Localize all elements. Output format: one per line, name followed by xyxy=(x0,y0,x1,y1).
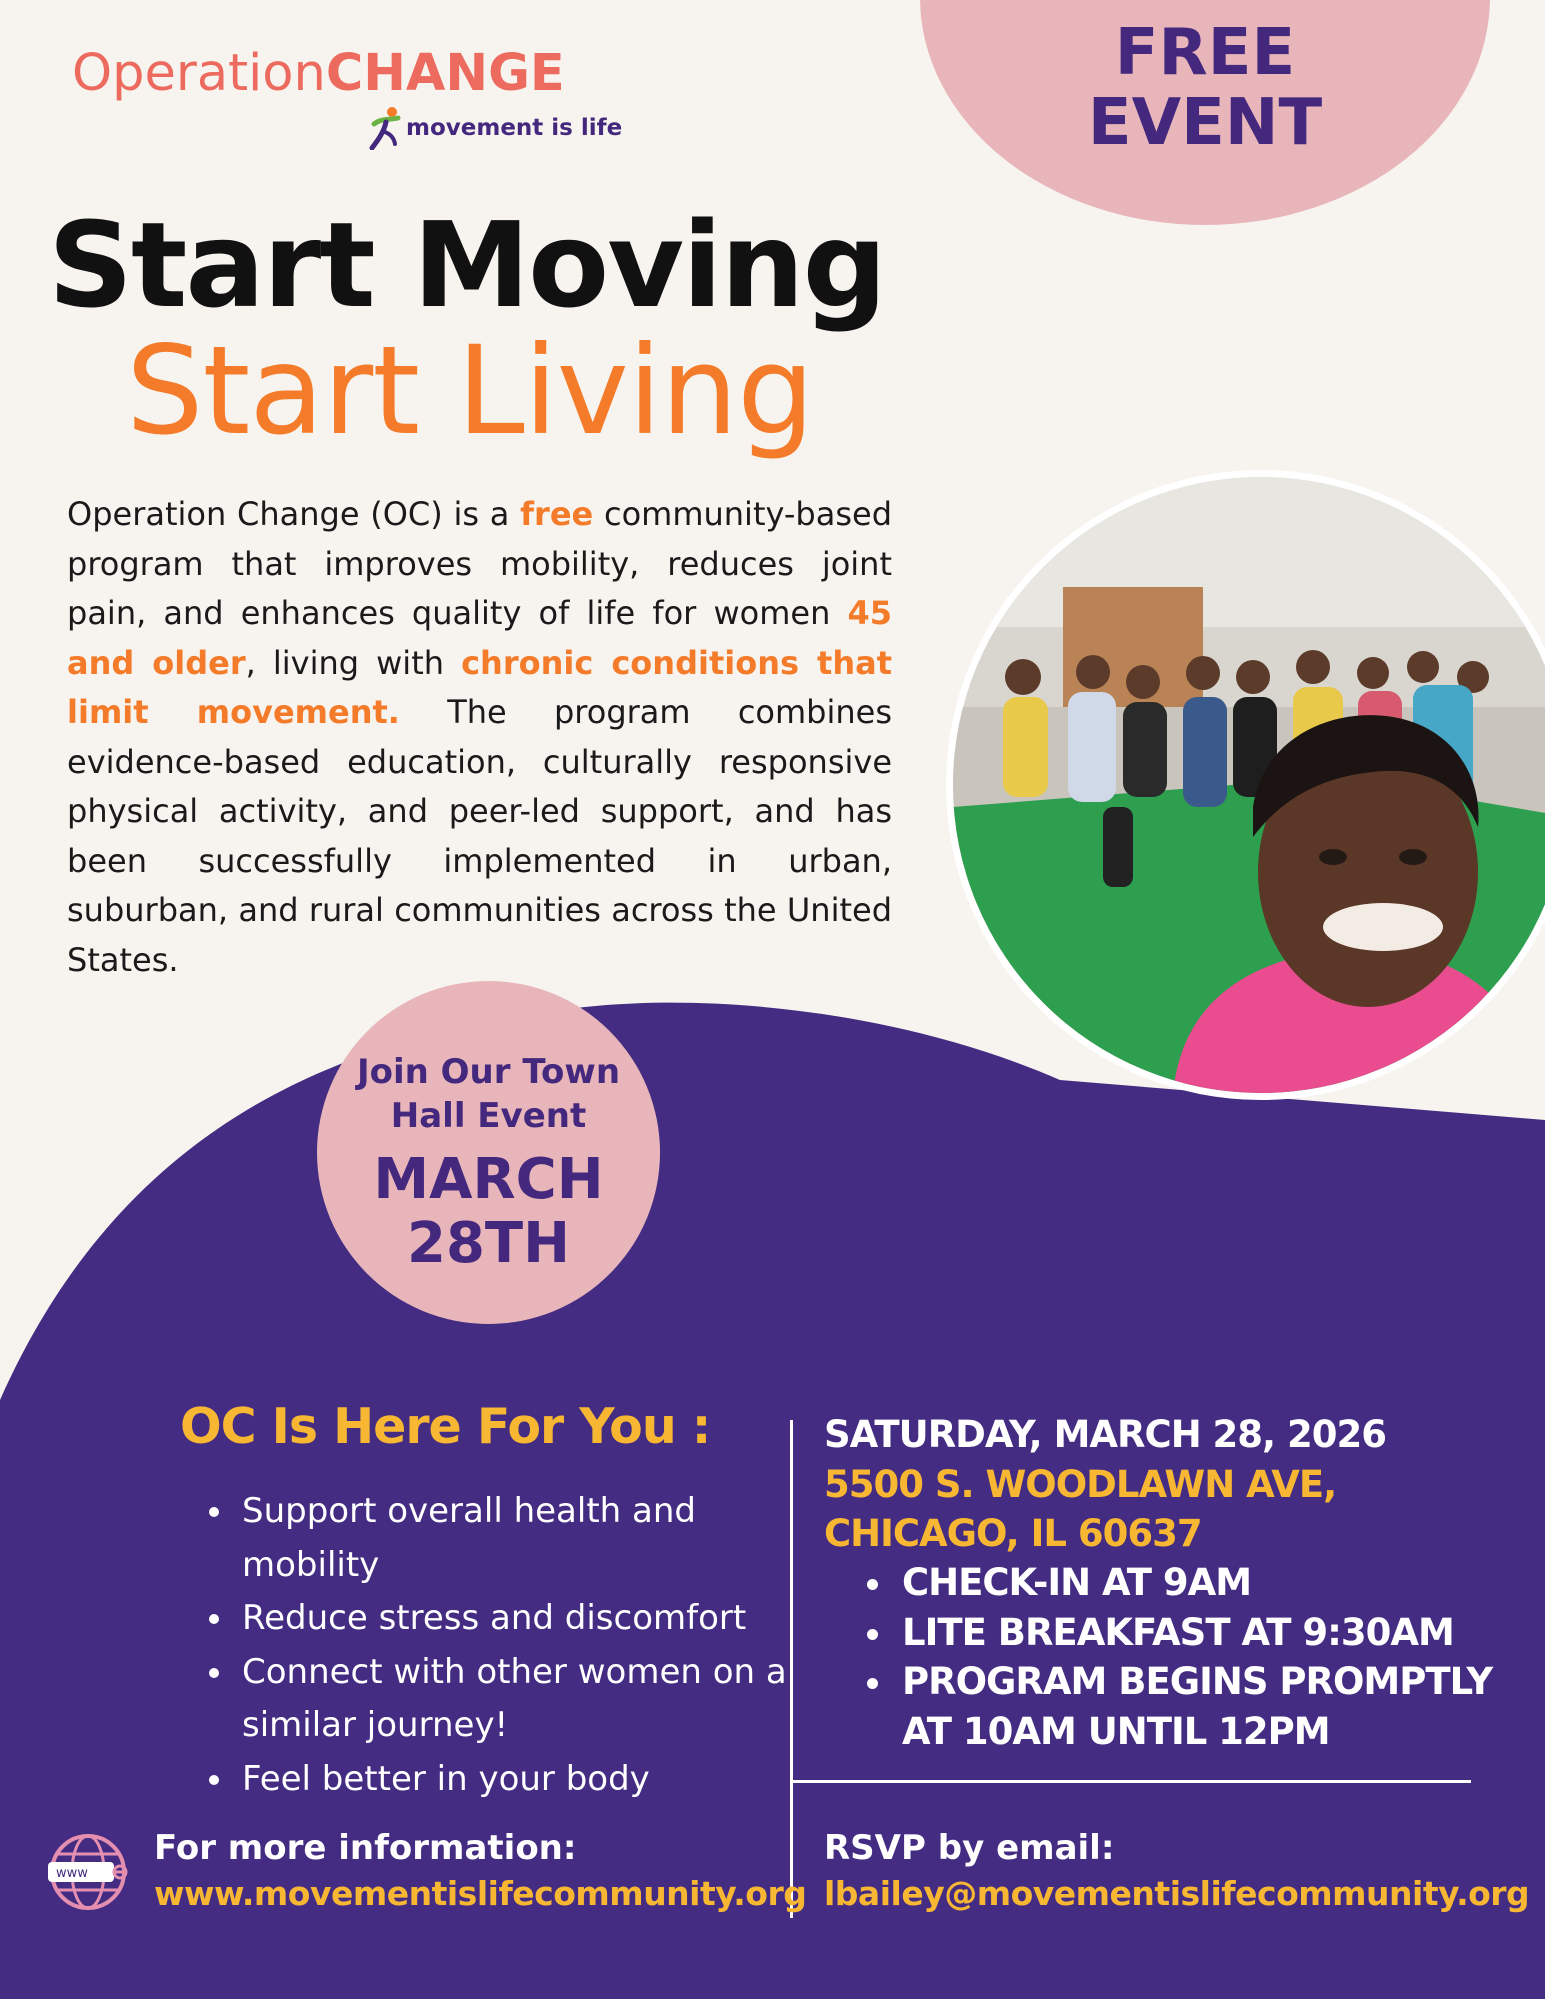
schedule-item: • CHECK-IN AT 9AM xyxy=(896,1558,1524,1608)
intro-highlight-age: 45 and older xyxy=(67,594,892,682)
horizontal-divider xyxy=(793,1780,1471,1783)
website-link[interactable]: www.movementislifecommunity.org xyxy=(154,1874,807,1913)
free-event-line2: EVENT xyxy=(1087,86,1323,160)
operation-change-logo xyxy=(72,44,623,141)
benefit-item: • Reduce stress and discomfort xyxy=(236,1592,816,1646)
intro-highlight-conditions: chronic conditions that limit movement. xyxy=(67,643,893,731)
running-figure-icon xyxy=(368,106,402,150)
intro-highlight-free: free xyxy=(520,495,594,533)
group-photo-image xyxy=(953,477,1545,1093)
benefits-title: OC Is Here For You : xyxy=(180,1398,711,1455)
rsvp-label: RSVP by email: xyxy=(824,1828,1115,1868)
intro-text-1: Operation Change (OC) is a xyxy=(67,495,521,533)
schedule-item: • LITE BREAKFAST AT 9:30AM xyxy=(896,1608,1524,1658)
globe-www-icon xyxy=(46,1830,130,1914)
logo-brand-bold: CHANGE xyxy=(325,44,565,103)
town-hall-badge-text xyxy=(317,1050,660,1276)
logo-brand-light: Operation xyxy=(72,44,326,103)
event-schedule xyxy=(824,1558,1524,1756)
benefits-list xyxy=(188,1485,816,1806)
benefit-item: • Support overall health and mobility xyxy=(236,1485,816,1592)
rsvp-email-link[interactable]: lbailey@movementislifecommunity.org xyxy=(824,1874,1530,1913)
vertical-divider xyxy=(790,1420,793,1918)
town-hall-date-month: MARCH xyxy=(373,1147,604,1212)
schedule-item: • PROGRAM BEGINS PROMPTLY AT 10AM UNTIL 12PM xyxy=(896,1657,1524,1756)
headline-line2: Start Living xyxy=(126,320,814,462)
event-date: SATURDAY, MARCH 28, 2026 xyxy=(824,1413,1386,1456)
globe-www-text: www xyxy=(56,1866,88,1881)
intro-text-2: community-based program that improves mobility, reduces joint pain, and enhances quality of life for women xyxy=(67,495,893,632)
free-event-line1: FREE xyxy=(1114,16,1296,90)
town-hall-date-day: 28TH xyxy=(407,1211,570,1276)
free-event-text xyxy=(1010,18,1400,158)
event-details xyxy=(824,1410,1524,1756)
intro-paragraph xyxy=(67,490,892,985)
benefit-item: • Connect with other women on a similar journey! xyxy=(236,1646,816,1753)
headline-line1: Start Moving xyxy=(48,196,886,334)
intro-text-3: , living with xyxy=(245,643,462,682)
more-info-label: For more information: xyxy=(154,1828,577,1868)
town-hall-date xyxy=(317,1148,660,1276)
event-address-line1: 5500 S. WOODLAWN AVE, xyxy=(824,1463,1337,1506)
event-address-line2: CHICAGO, IL 60637 xyxy=(824,1512,1202,1555)
intro-text-4: The program combines evidence-based education, culturally responsive physical activity, and peer-led support, and has been successfully implemented in urban, suburban, and rural communities across the United States. xyxy=(67,693,893,979)
benefit-item: • Feel better in your body xyxy=(236,1753,816,1807)
town-hall-invite: Join Our Town Hall Event xyxy=(356,1052,621,1136)
logo-tagline: movement is life xyxy=(406,115,623,141)
